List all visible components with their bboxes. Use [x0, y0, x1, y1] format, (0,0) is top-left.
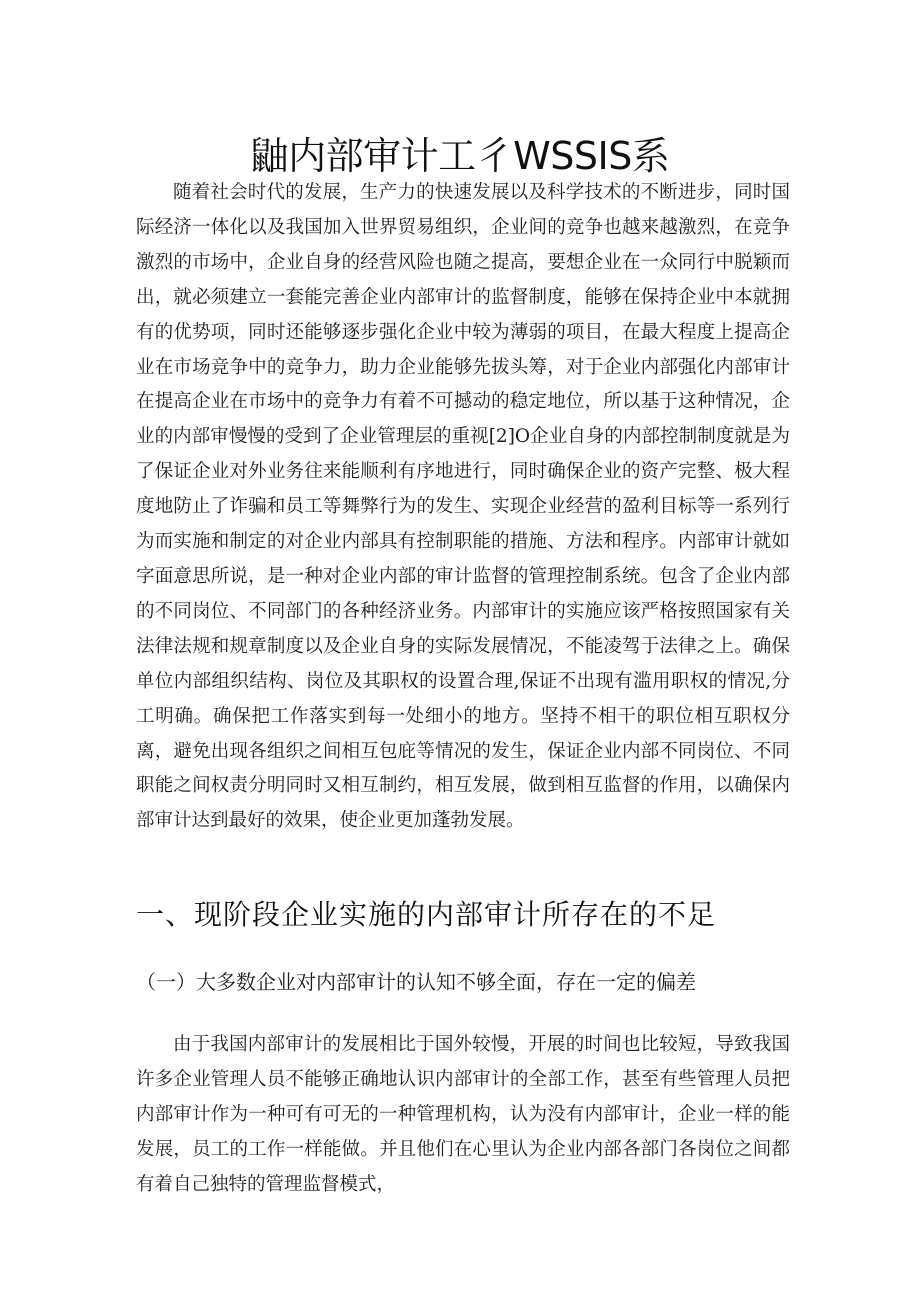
- body-paragraph: 由于我国内部审计的发展相比于国外较慢，开展的时间也比较短，导致我国许多企业管理人员不能够正确地认识内部审计的全部工作，甚至有些管理人员把内部审计作为一种可有可无的一种管理机构，认为没有内部审计，企业一样的能发展，员工的工作一样能做。并且他们在心里认为企业内部各部门各岗位之间都有着自己独特的管理监督模式，: [136, 1034, 790, 1195]
- section-heading: 一、现阶段企业实施的内部审计所存在的不足: [136, 898, 717, 931]
- document-title: 鼬内部审计工彳WSSIS系: [250, 134, 670, 178]
- subsection-heading: （一）大多数企业对内部审计的认知不够全面，存在一定的偏差: [136, 970, 696, 994]
- body-paragraph: 随着社会时代的发展，生产力的快速发展以及科学技术的不断进步，同时国际经济一体化以及我国加入世界贸易组织，企业间的竞争也越来越激烈，在竞争激烈的市场中，企业自身的经营风险也随之提高，要想企业在一众同行中脱颖而出，就必须建立一套能完善企业内部审计的监督制度，能够在保持企业中本就拥有的优势项，同时还能够逐步强化企业中较为薄弱的项目，在最大程度上提高企业在市场竞争中的竞争力，助力企业能够先拔头筹，对于企业内部强化内部审计在提高企业在市场中的竞争力有着不可撼动的稳定地位，所以基于这种情况，企业的内部审慢慢的受到了企业管理层的重视[2]O企业自身的内部控制制度就是为了保证企业对外业务往来能顺利有序地进行，同时确保企业的资产完整、极大程度地防止了诈骗和员工等舞弊行为的发生、实现企业经营的盈利目标等一系列行为而实施和制定的对企业内部具有控制职能的措施、方法和程序。内部审计就如字面意思所说，是一种对企业内部的审计监督的管理控制系统。包含了企业内部的不同岗位、不同部门的各种经济业务。内部审计的实施应该严格按照国家有关法律法规和规章制度以及企业自身的实际发展情况，不能凌驾于法律之上。确保单位内部组织结构、岗位及其职权的设置合理,保证不出现有滥用职权的情况,分工明确。确保把工作落实到每一处细小的地方。坚持不相干的职位相互职权分离，避免出现各组织之间相互包庇等情况的发生，保证企业内部不同岗位、不同职能之间权责分明同时又相互制约，相互发展，做到相互监督的作用，以确保内部审计达到最好的效果，使企业更加蓬勃发展。: [136, 182, 790, 832]
